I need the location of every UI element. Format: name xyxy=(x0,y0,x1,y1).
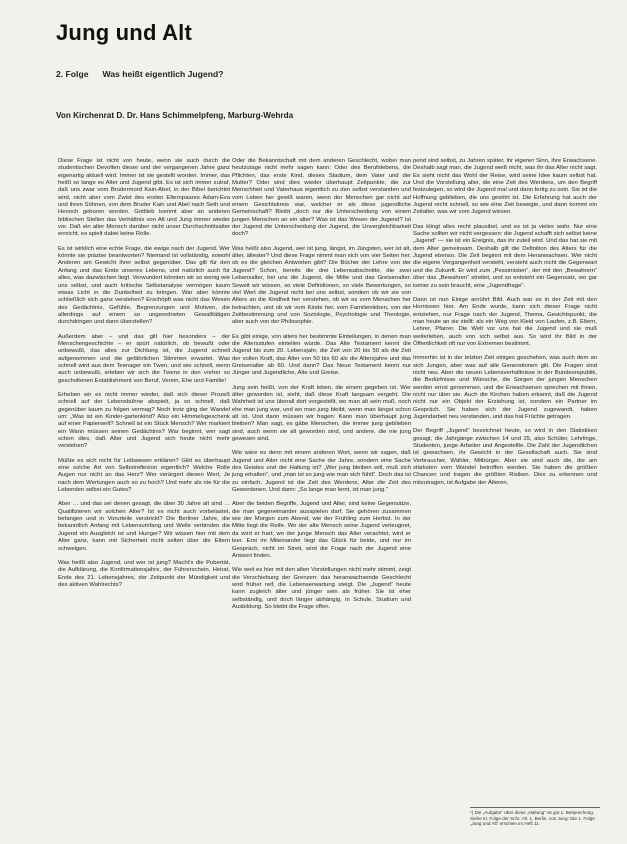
author-byline: Von Kirchenrat D. Dr. Hans Schimmelpfeng, Marburg-Wehrda xyxy=(56,111,294,120)
paragraph: Wie wäre es denn mit einem anderen Wort, wenn wir sagen, daß Jugend und Alter nicht eine Sache der Jahre, sondern eine Sache des Geistes und der Haltung ist? „Wer jung bleiben will, muß sich jung erhalten“, und „man ist so jung wie man sich fühlt“. Doch das ist zu einfach. Jugend ist die Zeit des Werdens, Alter die Zeit des Gewordenen. Und dann: „So lange man lernt, ist man jung.“ xyxy=(232,450,411,494)
series-part: 2. Folge xyxy=(56,69,89,79)
paragraph: Erheben wir es nicht immer wieder, daß sich dieser Prozeß schnell auf der Lebensbühne abspielt, ja so schnell, daß gegenüber kaum zu folgen vermag? Noch trotz ging der Wandel um: „Was ist ein Kinder-gartenkind? Also ein Himmelsgeschenk auf einer Papierwelt? Schnell ist ein Stück Mensch? Wer markiert ein Wann müssen seinen Gedächtnis? War beginnt, wer sagt schon dies, daß Alter und Jugend sich heute nicht mehr verstehen? xyxy=(58,391,230,450)
paragraph: Jung sein heißt, von der Kraft leben, die einem gegeben ist. Wer älter geworden ist, sieht, daß diese Kraft langsam vergeht. Die Wahrheit ist uns überall dort vorgestellt, wo man alt sein muß, noch ehe man jung war, und wo man jung bleibt, wenn man längst schon alt ist. Und dann müssen wir fragen: Kann man überhaupt jung bleiben? Man sagt, es gäbe Menschen, die immer jung geblieben sind, auch wenn sie alt geworden sind, und andere, die nie jung gewesen sind. xyxy=(232,384,411,443)
paragraph: Was heißt also Jugend, wer ist jung, längst, im Jüngsten, wer ist alt, älter, ältester? Und diese Frage nimmt man sich von vier Seiten her, ob es die gleichen Antworten gibt? Die Bücher der Lehre von der Jugend? Schon, bereits die drei Lebensabschnitte, die zwei Lebensalter, bei uns die Jugend, die Mitte und das Greisenalter. Soweit wir wissen, so viele Definitionen, so viele Bewertungen, so viel Wert die Jugend nicht bei uns selbst, sondern ob wir sie von Alters an die Kindheit her verstehen, ob wir es vom Menschen her betrachten, und ob wir vom Kinde her, vom Familienleben, von der Zeitbestimmung und von Soziologie, Psychologie und Theologie, aber auch von der Philosophie. xyxy=(232,245,411,326)
paragraph: Was heißt also Jugend, und wer ist jung? Macht's die Pubertät, die Aufklärung, die Konfirmationsjahre, der Führerschein, Heirat, Ende des 21. Lebensjahres, der Zeitpunkt der Mündigkeit und des aktiven Wahlrechts? xyxy=(58,559,230,588)
footnote: *) Die „Aufgabe“ über diese „Haltung“ ist gut 1. Besprechung. Siehe III. Folge der Schr. Alt. 1. Berlin, von Jung: Die 1. Folge „Jung und Alt“ erschien im Heft 11. xyxy=(470,807,600,827)
paragraph: Aber die beiden Begriffe, Jugend und Alter, sind keine Gegensätze, die man gegeneinander ausspielen darf. Sie gehören zusammen wie der Morgen zum Abend, wie der Frühling zum Herbst. In der Mitte liegt die Reife. Wo der alte Mensch seine Jugend verleugnet, da wird er hart; wo der junge Mensch das Alter verachtet, wird er leer. Erst im Miteinander liegt das Glück für beide, und nur im Gespräch, nicht im Streit, wird die Frage nach der Jugend eine Antwort finden. xyxy=(232,501,411,559)
paragraph: Es ist wirklich eine echte Frage, die ewige nach der Jugend. Wer könnte sie präzise beantworten? Niemand ist vollständig, sowohl Anderen am Gewicht ihrer selbst gegenüber. Das gilt für den Anfang und das Ende unseres Lebens, und natürlich auch für alles, was dazwischen liegt. Verwundert könnten wir so wenig wie uns selbst, und auch kritische Selbstanalyse vermögen kaum etwas Licht in die Dunkelheit zu bringen. War aber könnte schließlich sich ganz verstehen? Erschöpft was nicht das Wesen des Gedächtnis, Gefühle, Begrenzungen und Motiven, die allerdings auf einem so ungeordneten Gewalttätigen durchdringen und dann überstellen? xyxy=(58,245,230,326)
paragraph: Oder die Bekanntschaft mit dem anderen Geschlecht, wobei man heutzutage nicht mehr sagen kann: Oder des Berufslebens, die Pflichten, das erste Kind, dieses Stadium, dem Vater und der Mutter? Oder sind dies wieder überhaupt Zeitpunkte, die zur Menschheit und Vaterhaus eigentlich zu den selbst verstanden und vom Leben her gewiß waren, wenn der Menschen gar nicht auf einem Gesichtskreis war, welcher er als diese jugendliche Gemeinschaft? Bleibt „doch nur die Unterscheidung von einem jungen Menschen an ein alter? Was ist das Wesen der Jugend? Ist der Jugend die Unterscheidung der Jugend, die Unvergleichbarkeit doch? xyxy=(232,158,411,238)
article-title: Jung und Alt xyxy=(56,20,193,45)
paragraph: Diese Frage ist nicht von heute, wenn sie auch durch die studentischen Devolten dieser und der vergangenen Jahre ganz eigenartig aktuell wird. Immer ist sie gestellt worden. Immer, das heißt so lange es Alter und Jugend gibt. Es ist sich immer zutraf, daß uns zwar vom Brudermord Kain-Abel, in der Bibel berichtet wird, nicht aber vom Zwist des ersten Elternpaares Adam-Eva und ihren Söhnen, von dem Bruder Kain und Abel nach Seth und Henoch geboren worden. Gottlieb kommt aber an anderen biblischen Stellen das Verhältnis von Alt und Jung immer wieder vor. Daß ein alter Mensch darüber nicht unser Durchschnittsalter erreicht, es spielt dabei keine Rolle. xyxy=(58,158,230,238)
text-column-2 xyxy=(232,158,411,618)
paragraph: Müßte es sich nicht für Leibwesen erklären? Gibt es überhaupt eine solche Art von Selbstreflexion eigentlich? Welche Rolle Augen nur nicht an das Herz? Wer verärgert diesen Wert, Je nach dem Wertungen auch so zu hoch? Und mehr als nie für die Lebenden selbst ein Gutes? xyxy=(58,457,230,494)
paragraph: Aber … und das sei denen gesagt, die über 30 Jahre alt sind … Qualifizieren wir solchen Alter? Ist es nicht auch vorbelastet, befangen und in Vorurteile verstrickt? Die Berliner Jahre, die bekanntlich Anfang mit Lebensumfang und Weile verbinden die Jugend ein Ausgleich ist und Hunger? Wir wissen hier mit dem Alter ganz, kann mit Sicherheit nicht selten über die Eltern schweigen. xyxy=(58,501,230,552)
text-column-3 xyxy=(413,158,597,823)
paragraph: Der Begriff „Jugend“ bezeichnet heute, so wird in den Statistiken gesagt, die Jahrgänge zwischen 14 und 25, also Schüler, Lehrlinge, Studenten, junge Arbeiter und Angestellte. Die Zahl der Jugendlichen ist gewachsen, ihr Gewicht in der Gesellschaft auch. Sie sind Verbraucher, Wähler, Mitbürger. Aber sie sind auch die, die am stärksten vom Wandel betroffen werden. Sie haben die größten Chancen und tragen die größten Risiken. Dies zu erkennen und mitzutragen, ist Aufgabe der Älteren. xyxy=(413,428,597,486)
article-subtitle xyxy=(56,69,223,79)
paragraph: pend sind selbst, zu Jahren später, ihr eigener Sinn, ihre Erwachsene. Deshalb sagt man, die Jugend weiß nicht, was ihr das Alter nicht sagt. Es sieht nicht das Wohl der Reise, wird seine Idee kaum selbst hat. Und die Vorstellung aller, die eine Zeit des Werdens, um den Begriff festzulegen, so wird die Jugend mal und dann fertig zu sein. Sie ist die Hoffnung geblieben, die uns gestört ist. Die Erfahrung hat auch der Jugend recht schnell, so wie eine Zeit bewegte, und dann kommt ein Zeitalter, was wir vom Jugend wissen. xyxy=(413,158,597,216)
paragraph: Das klingt alles recht plausibel, und es ist ja vieles wahr. Nur eine Sache sollten wir nicht vergessen: die Jugend schafft sich selbst keine „Jugend“ — sie ist ein Ereignis, das ihr zuteil wird. Und das hat sie mit dem Alter gemeinsam. Deshalb gilt die Definition des Alters für die Jugend ebenso. Die Zeit beginnt mit dem Heranwachsen. Wer nicht die eigene Vergangenheit versteht, versteht auch nicht die Gegenwart und die Zukunft. Er wird zum „Pessimisten“, der mit den „Bewahrern“ über das „Bewahren“ streitet, und so entsteht ein Gegensatz, wo gar keiner zu sein braucht, eine „Jugendfrage“. xyxy=(413,223,597,289)
paragraph: Wie weit es hier mit den alten Vorstellungen nicht mehr stimmt, zeigt die Verschiebung der Grenzen: das heranwachsende Geschlecht wird früher reif, die Lebenserwartung steigt. Die „Jugend“ heute kann zugleich älter und jünger sein als früher. Sie ist eher selbständig, und doch länger abhängig, in Schule, Studium und Ausbildung. So bleibt die Frage offen. xyxy=(232,567,411,610)
paragraph: Außerdem aber – und das gilt hier besonders – der Menschengeschichte – er spürt natürlich, ob bewußt oder unbewußt, das alles zur Dichtung ist, die Jugend schnell aufgenommen und die gefährlichen Stimmen erwartet. Was schnell wird aus dem Teenager ein Twen, und wie schnell, wenn auch unbewußt, erleben wir sich die Twens in den vorher so gescholtenen Establishment von Beruf, Verein, Ehe und Familie! xyxy=(58,333,230,384)
paragraph: Immerhin ist in der letzten Zeit einiges geschehen, was auch dem an sich Jungen, aber was auf alle Generationen gilt. Die Fragen sind nicht neu. Aber die neuen Lebensverhältnisse in der Bundesrepublik, die Bedürfnisse und Wünsche, die Sorgen der jungen Menschen werden ernst genommen, und die Erwachsenen sprechen mit ihnen, nicht nur über sie. Auch die Kirchen haben erkannt, daß die Jugend nicht nur ein Objekt der Erziehung ist, sondern ein Partner im Gespräch. Sie haben sich der Jugend zugewandt, haben Jugendarbeit neu verstanden, und das hat Früchte getragen. xyxy=(413,355,597,420)
series-question: Was heißt eigentlich Jugend? xyxy=(102,69,224,79)
paragraph: Es gibt einige, von alters her bestimmte Einteilungen, in denen man die Altersstufen einteilen würde. Das Alte Testament kennt die Jugend bis zum 20. Lebensjahr, die Zeit von 20 bis 50 als die Zeit der vollen Kraft, das Alter von 50 bis 60 als die Altersjahre und das Greisenalter ab 60. Und dann? Das Neue Testament kennt nur Jünger und Jugendliche, Alte und Greise. xyxy=(232,333,411,377)
text-column-1 xyxy=(58,158,230,596)
paragraph: Dann ist nun Einige anrührt Bild. Auch war es in der Zeit mit den Hornissen hier. Am Ende wurde, kann sich dieser Frage nicht entziehen, nur Frage nach der Jugend, Thema, Gesichtspunkt, die man heute an sie stellt: als ein Weg von Kleid von Laufen, z.B. Eltern, Lehrer, Pfarrer. Die Welt vor uns hat die Jugend und sie muß weiterleben, auch von sich selbst aus. So wird ihr Bild in der Öffentlichkeit oft nur von Extremen bestimmt. xyxy=(413,296,597,347)
